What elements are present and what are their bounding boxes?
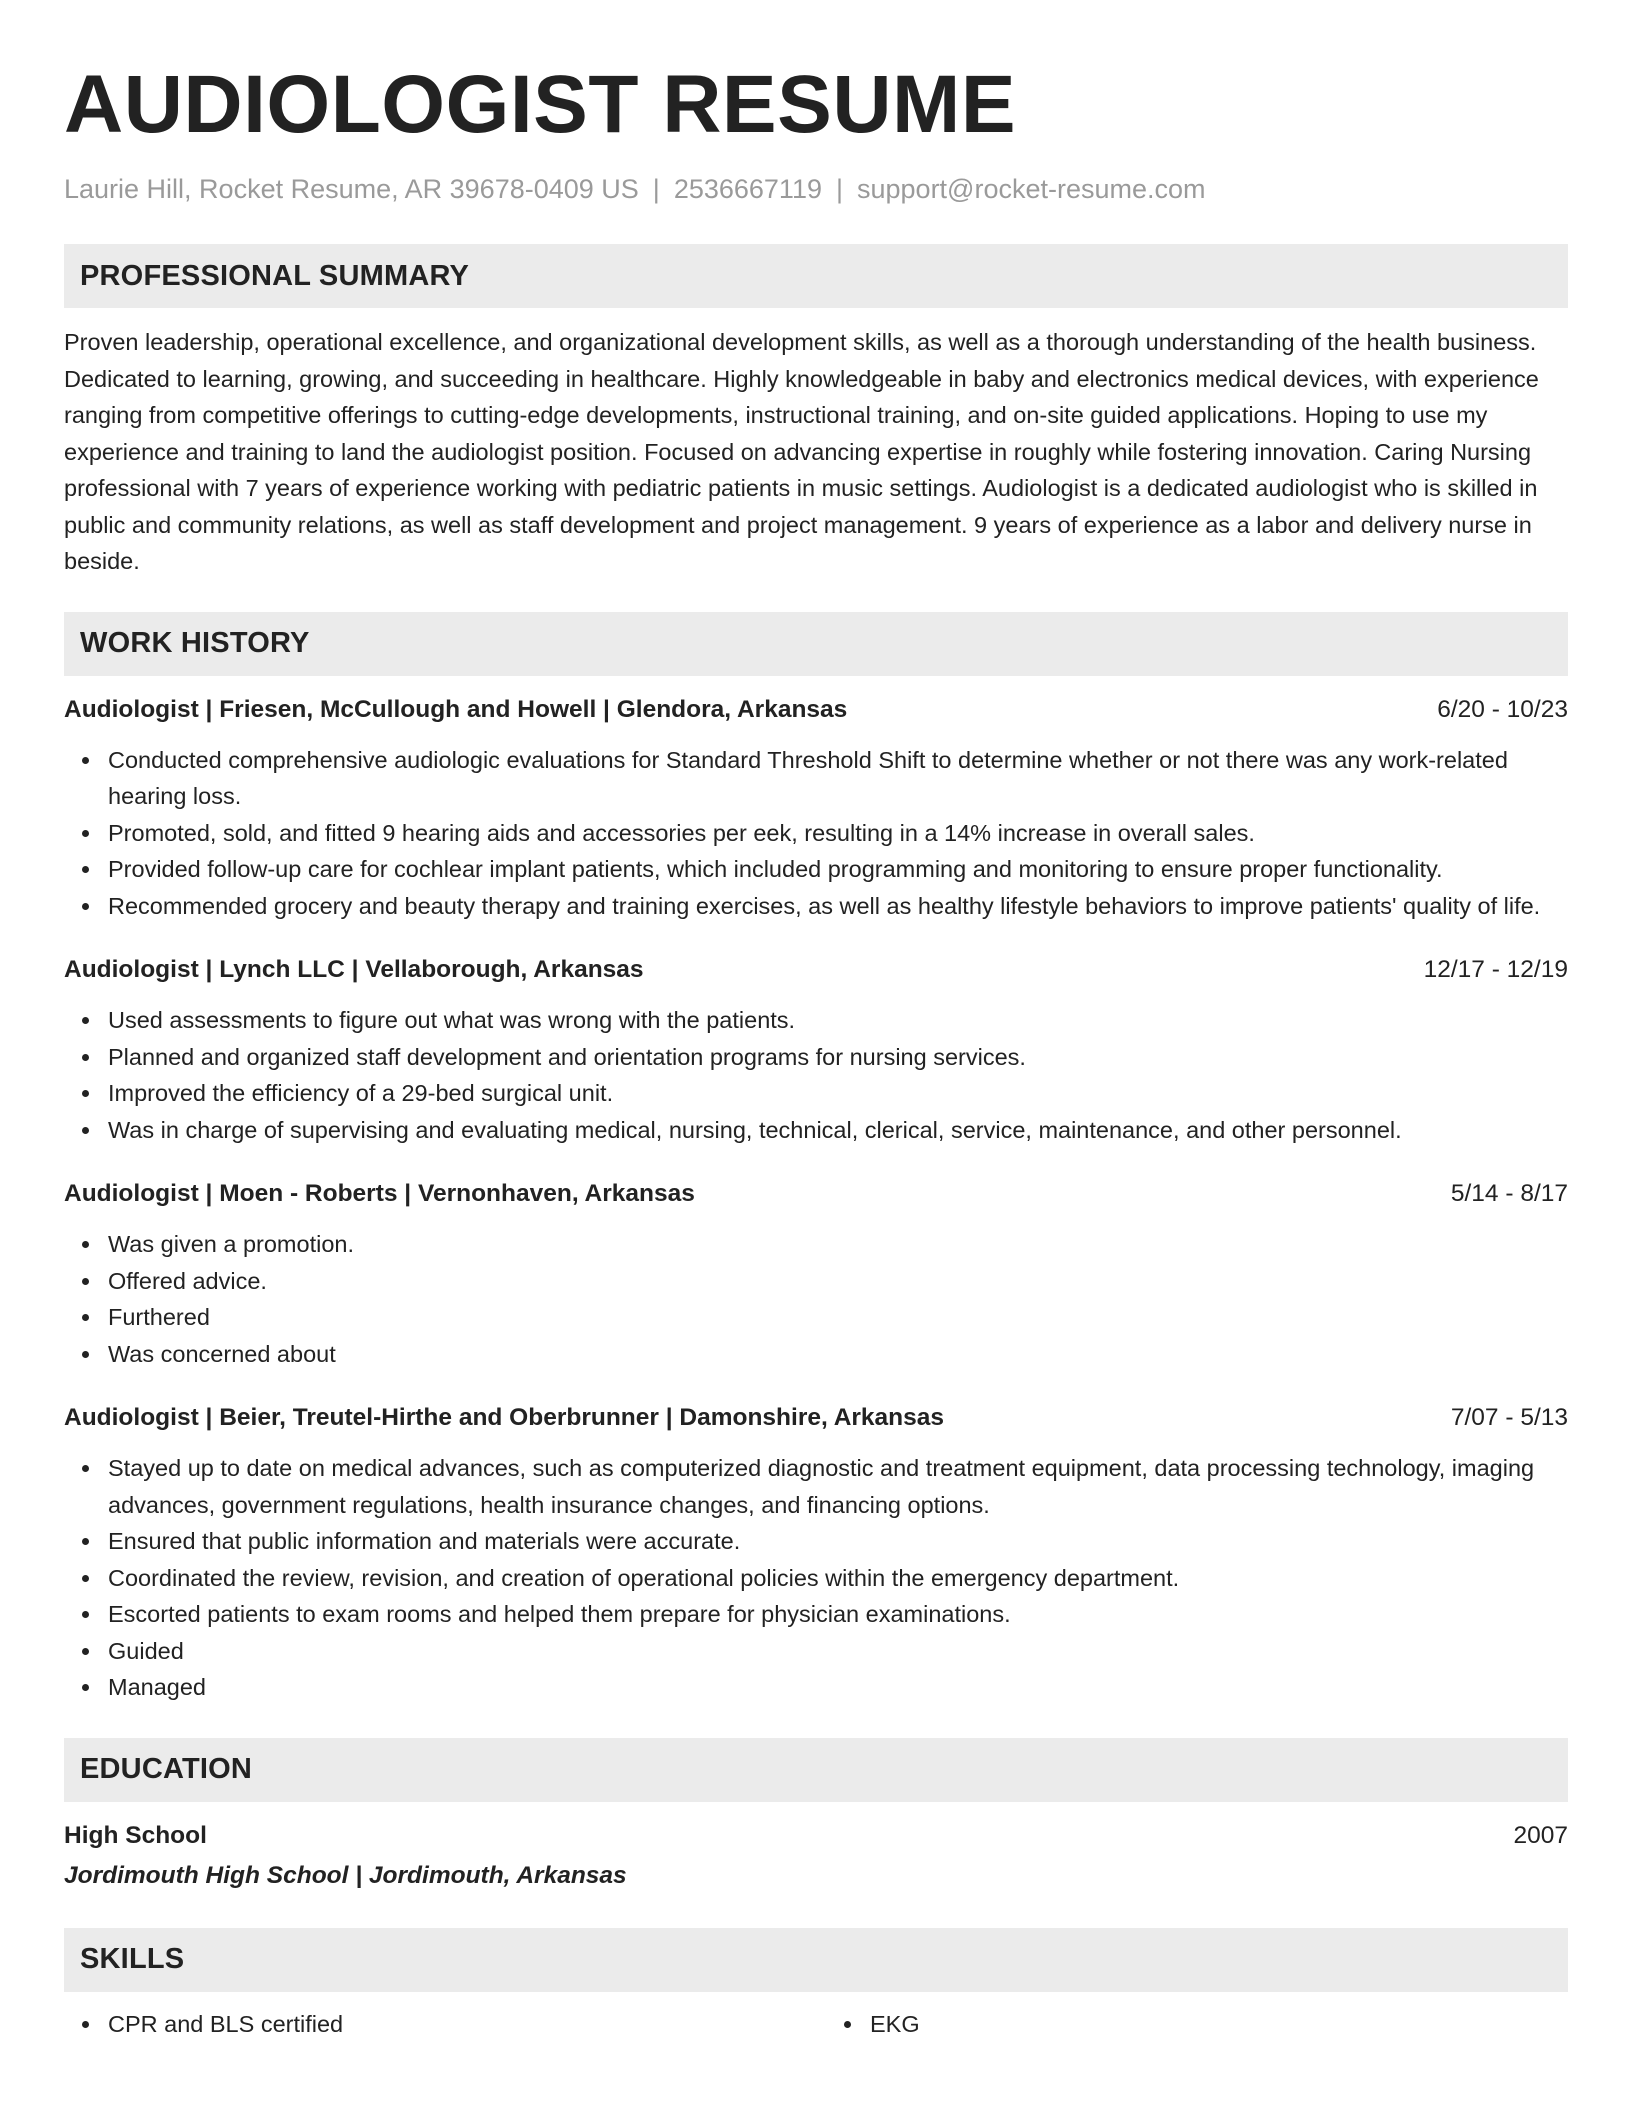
job-entry (64, 692, 1568, 925)
list-item: Was concerned about (108, 1336, 1568, 1373)
resume-page (64, 58, 1568, 2042)
list-item: Offered advice. (108, 1263, 1568, 1300)
contact-phone: 2536667119 (673, 174, 822, 204)
education-entry (64, 1818, 1568, 1894)
work-history-section-header: WORK HISTORY (64, 612, 1568, 676)
resume-title: AUDIOLOGIST RESUME (64, 59, 1017, 150)
list-item: Used assessments to figure out what was wrong with the patients. (108, 1002, 1568, 1039)
job-dates: 7/07 - 5/13 (1450, 1404, 1568, 1431)
list-item: Promoted, sold, and fitted 9 hearing aids and accessories per eek, resulting in a 14% increase in overall sales. (108, 815, 1568, 852)
list-item: Was given a promotion. (108, 1226, 1568, 1263)
job-bullets (64, 1002, 1568, 1148)
contact-line (64, 172, 1568, 206)
list-item: Ensured that public information and materials were accurate. (108, 1523, 1568, 1560)
job-entry (64, 1176, 1568, 1372)
list-item: Furthered (108, 1299, 1568, 1336)
skills-column-right (826, 2006, 1568, 2043)
job-title: Audiologist | Beier, Treutel-Hirthe and Oberbrunner | Damonshire, Arkansas (64, 1404, 945, 1431)
list-item: Escorted patients to exam rooms and helped them prepare for physician examinations. (108, 1596, 1568, 1633)
job-bullets (64, 1450, 1568, 1706)
work-history-list (64, 692, 1568, 1706)
summary-section-header: PROFESSIONAL SUMMARY (64, 244, 1568, 308)
list-item: Conducted comprehensive audiologic evaluations for Standard Threshold Shift to determine whether or not there was any work-related hearing loss. (108, 742, 1568, 815)
list-item: Guided (108, 1633, 1568, 1670)
list-item: Coordinated the review, revision, and creation of operational policies within the emergency department. (108, 1560, 1568, 1597)
job-title: Audiologist | Friesen, McCullough and Howell | Glendora, Arkansas (64, 695, 848, 723)
education-year: 2007 (1513, 1821, 1568, 1849)
job-dates: 12/17 - 12/19 (1423, 956, 1568, 983)
job-bullets (64, 1226, 1568, 1372)
list-item: Recommended grocery and beauty therapy and training exercises, as well as healthy lifestyle behaviors to improve patients' quality of life. (108, 888, 1568, 925)
education-section-header: EDUCATION (64, 1738, 1568, 1802)
job-dates: 5/14 - 8/17 (1450, 1180, 1568, 1207)
job-entry (64, 952, 1568, 1148)
contact-address: Laurie Hill, Rocket Resume, AR 39678-0409 US (64, 174, 639, 204)
list-item: Stayed up to date on medical advances, such as computerized diagnostic and treatment equipment, data processing technology, imaging advances, government regulations, health insurance changes, and financing options. (108, 1450, 1568, 1523)
summary-text: Proven leadership, operational excellence, and organizational development skills, as well as a thorough understanding of the health business. Dedicated to learning, growing, and succeeding in healthcare. Highly knowledgeable in baby and electronics medical devices, with experience ranging from competitive offerings to cutting-edge developments, instructional training, and on-site guided applications. Hoping to use my experience and training to land the audiologist position. Focused on advancing expertise in roughly while fostering innovation. Caring Nursing professional with 7 years of experience working with pediatric patients in music settings. Audiologist is a dedicated audiologist who is skilled in public and community relations, as well as staff development and project management. 9 years of experience as a labor and delivery nurse in beside. (64, 329, 1539, 574)
job-entry (64, 1400, 1568, 1706)
contact-separator: | (835, 174, 843, 204)
list-item: Managed (108, 1669, 1568, 1706)
skills-column-left (64, 2006, 806, 2043)
education-degree: High School (64, 1821, 207, 1849)
list-item: Provided follow-up care for cochlear implant patients, which included programming and monitoring to ensure proper functionality. (108, 851, 1568, 888)
list-item: Improved the efficiency of a 29-bed surgical unit. (108, 1075, 1568, 1112)
list-item: EKG (870, 2006, 1568, 2043)
contact-separator: | (652, 174, 660, 204)
list-item: Planned and organized staff development and orientation programs for nursing services. (108, 1039, 1568, 1076)
job-title: Audiologist | Lynch LLC | Vellaborough, Arkansas (64, 956, 644, 983)
list-item: CPR and BLS certified (108, 2006, 806, 2043)
job-dates: 6/20 - 10/23 (1437, 695, 1568, 723)
job-title: Audiologist | Moen - Roberts | Vernonhaven, Arkansas (64, 1180, 695, 1207)
skills-section-header: SKILLS (64, 1928, 1568, 1992)
contact-email: support@rocket-resume.com (857, 174, 1206, 204)
skills-list (64, 2006, 1568, 2043)
list-item: Was in charge of supervising and evaluating medical, nursing, technical, clerical, service, maintenance, and other personnel. (108, 1112, 1568, 1149)
job-bullets (64, 742, 1568, 925)
education-school: Jordimouth High School | Jordimouth, Arkansas (64, 1861, 627, 1889)
